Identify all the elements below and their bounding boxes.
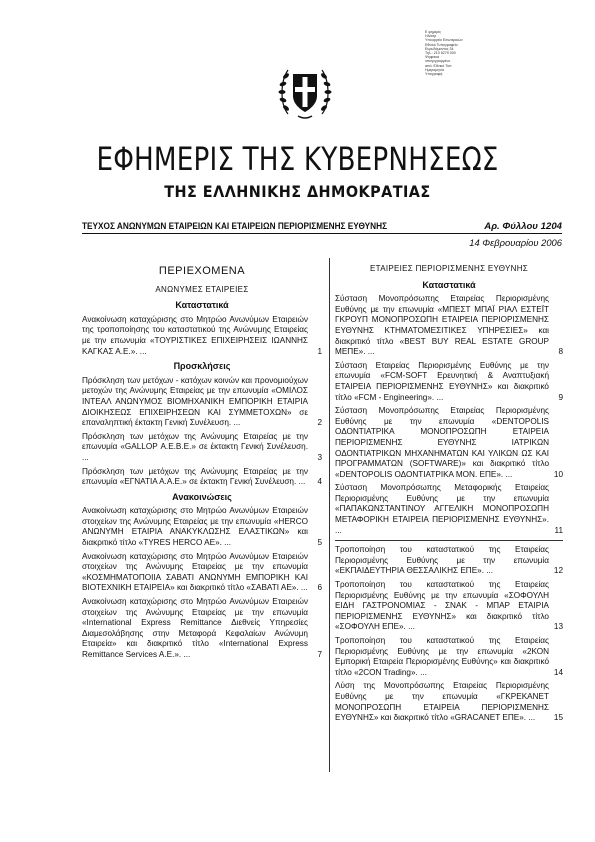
section-title: ΕΤΑΙΡΕΙΕΣ ΠΕΡΙΟΡΙΣΜΕΝΗΣ ΕΥΘΥΝΗΣ — [369, 264, 529, 273]
digital-signature-stamp — [425, 30, 485, 76]
stamp-line: Ηλέκτρ — [425, 34, 437, 39]
subsection-title: Καταστατικά — [175, 300, 229, 311]
subsection-title: Ανακοινώσεις — [172, 491, 232, 502]
contents-entry[interactable] — [82, 506, 322, 548]
contents-left-column — [82, 262, 322, 664]
entry-text: Ανακοίνωση καταχώρισης στο Μητρώο Ανωνύμων Εταιρειών στοιχείων της Ανώνυμης Εταιρείας με την επωνυμία «ΚΟΣΜΗΜΑΤΟΠΟΙΙΑ ΣΑΒΑΤΙ ΑΝΩΝΥΜΗ ΕΜΠΟΡΙΚΗ ΚΑΙ ΒΙΟΤΕΧΝΙΚΗ ΕΤΑΙΡΕΙΑ» και διακριτικό τίτλο «ΣΑΒΑΤΙ ΑΕ». ... — [82, 551, 308, 593]
stamp-line: Ψηφιακά — [425, 55, 440, 60]
entry-text: Πρόσκληση των μετόχων της Ανώνυμης Εταιρείας με την επωνυμία «ΕΓΝΑΤΙΑ Α.Α.Ε.» σε έκτακτη Γενική Συνέλευση. ... — [82, 466, 308, 487]
entry-text: Ανακοίνωση καταχώρισης στο Μητρώο Ανωνύμων Εταιρειών στοιχείων της Ανώνυμης Εταιρείας με την επωνυμία «HERCO ΑΝΩΝΥΜΗ ΕΤΑΙΡΙΑ ΑΝΑΚΥΚΛΩΣΗΣ ΕΛΑΣΤΙΚΩΝ» και διακριτικό τίτλο «TYRES HERCO AE». ... — [82, 506, 308, 548]
entry-page: 9 — [558, 392, 563, 402]
sheet-number: Αρ. Φύλλου 1204 — [484, 221, 562, 232]
issue-type: ΤΕΥΧΟΣ ΑΝΩΝΥΜΩΝ ΕΤΑΙΡΕΙΩΝ ΚΑΙ ΕΤΑΙΡΕΙΩΝ ΠΕΡΙΟΡΙΣΜΕΝΗΣ ΕΥΘΥΝΗΣ — [82, 221, 388, 232]
entry-text: Τροποποίηση του καταστατικού της Εταιρείας Περιορισμένης Ευθύνης με την επωνυμία «ΣΟΦΟΥΛΗ ΕΙΔΗ ΓΑΣΤΡΟΝΟΜΙΑΣ - ΣΝΑΚ - ΜΠΑΡ ΕΤΑΙΡΙΑ ΠΕΡΙΟΡΙΣΜΕΝΗΣ ΕΥΘΥΝΗΣ» και διακριτικό τίτλο «ΣΟΦΟΥΛΗ ΕΠΕ». ... — [335, 580, 549, 632]
entry-page: 13 — [553, 622, 563, 632]
contents-entry[interactable] — [82, 376, 322, 429]
contents-heading: ΠΕΡΙΕΧΟΜΕΝΑ — [158, 265, 246, 277]
entry-page: 7 — [317, 650, 322, 659]
entry-text: Πρόσκληση των μετόχων - κατόχων κοινών και προνομιούχων μετοχών της Ανώνυμης Εταιρείας με την επωνυμία «ΟΜΙΛΟΣ ΙΝΤΕΑΛ ΑΝΩΝΥΜΟΣ ΒΙΟΜΗΧΑΝΙΚΗ ΕΜΠΟΡΙΚΗ ΕΤΑΙΡΙΑ ΔΙΟΙΚΗΣΕΩΣ ΕΠΙΧΕΙΡΗΣΕΩΝ ΚΑΙ ΣΥΜΜΕΤΟΧΩΝ» σε επαναληπτική έκτακτη Γενική Συνέλευση. ... — [82, 375, 308, 428]
contents-right-column — [335, 262, 563, 727]
contents-entry[interactable] — [82, 315, 322, 357]
entry-text: Σύσταση Μονοπρόσωπης Μεταφορικής Εταιρείας Περιορισμένης Ευθύνης με την επωνυμία «ΠΑΠΑΚΩΝΣΤΑΝΤΙΝΟΥ ΑΓΓΕΛΙΚΗ ΜΟΝΟΠΡΟΣΩΠΗ ΜΕΤΑΦΟΡΙΚΗ ΕΤΑΙΡΕΙΑ ΠΕΡΙΟΡΙΣΜΕΝΗΣ ΕΥΘΥΝΗΣ». ... — [335, 483, 549, 535]
subsection-title: Προσκλήσεις — [173, 361, 231, 372]
contents-entry[interactable] — [335, 406, 563, 480]
entry-page: 5 — [317, 538, 322, 548]
contents-entry[interactable] — [82, 597, 322, 661]
section-title: ΑΝΩΝΥΜΕΣ ΕΤΑΙΡΕΙΕΣ — [155, 284, 249, 294]
entry-page: 8 — [558, 347, 563, 357]
entry-page: 11 — [554, 525, 563, 535]
column-divider — [329, 258, 330, 772]
entry-text: Τροποποίηση του καταστατικού της Εταιρείας Περιορισμένης Ευθύνης με την επωνυμία «2ΚΟΝ Εμπορική Εταιρεία Περιορισμένης Ευθύνης» και διακριτικό τίτλο «2CON Trading». ... — [335, 636, 549, 677]
issue-line — [82, 221, 562, 232]
stamp-line: Εθνικό Τυπογραφείο — [425, 42, 458, 47]
entry-page: 2 — [317, 418, 322, 428]
entry-text: Πρόσκληση των μετόχων της Ανώνυμης Εταιρείας με την επωνυμία «GALLOP Α.Ε.Β.Ε.» σε έκτακτη Γενική Συνέλευση. ... — [82, 431, 308, 462]
gazette-subtitle: ΤΗΣ ΕΛΛΗΝΙΚΗΣ ΔΗΜΟΚΡΑΤΙΑΣ — [164, 182, 431, 201]
subsection-title: Καταστατικά — [422, 279, 476, 290]
contents-entry[interactable] — [335, 681, 563, 723]
contents-entry[interactable] — [335, 361, 563, 403]
stamp-line: Ευρυδάμαντος 34 — [425, 46, 454, 51]
entry-text: Σύσταση Εταιρείας Περιορισμένης Ευθύνης με την επωνυμία «FCM-SOFT Ερευνητική & Αναπτυξιακή ΕΤΑΙΡΕΙΑ ΠΕΡΙΟΡΙΣΜΕΝΗΣ ΕΥΘΥΝΗΣ» και διακριτικό τίτλο «FCM - Engineering». ... — [335, 360, 549, 402]
stamp-line: Τηλ.: 210 5279 000 — [425, 51, 456, 56]
contents-entry[interactable] — [335, 483, 563, 536]
stamp-line: Υπογραφή: — [425, 72, 444, 77]
contents-entry[interactable] — [82, 467, 322, 488]
contents-entry[interactable] — [82, 552, 322, 594]
stamp-line: από: Εθνικό Τυπ — [425, 63, 452, 68]
entry-page: 10 — [553, 469, 563, 479]
section-rule — [335, 540, 563, 541]
stamp-line: υπογεγραμμένο — [425, 59, 451, 64]
entry-page: 6 — [317, 583, 322, 593]
contents-entry[interactable] — [82, 432, 322, 464]
stamp-line: Ημερομηνία — [425, 67, 445, 72]
entry-page: 1 — [317, 346, 322, 356]
entry-text: Ανακοίνωση καταχώρισης στο Μητρώο Ανωνύμων Εταιρειών στοιχείων της Ανώνυμης Εταιρείας με την επωνυμία «International Express Remittance Διεθνείς Υπηρεσίες Διαμεσολάβησης στην Μεταφορά Κεφαλαίων Ανώνυμη Εταιρεία» και διακριτικό τίτλο «International Express Remittance Services A.E.». ... — [82, 597, 308, 659]
issue-date: 14 Φεβρουαρίου 2006 — [469, 237, 562, 248]
contents-entry[interactable] — [335, 580, 563, 633]
entry-text: Ανακοίνωση καταχώρισης στο Μητρώο Ανωνύμων Εταιρειών της τροποποίησης του καταστατικού της Ανώνυμης Εταιρείας με την επωνυμία «ΤΟΥΡΙΣΤΙΚΕΣ ΕΠΙΧΕΙΡΗΣΕΙΣ ΙΩΑΝΝΗΣ ΚΑΓΚΑΣ Α.Ε.». ... — [82, 314, 308, 356]
contents-entry[interactable] — [335, 545, 563, 577]
entry-page: 4 — [317, 477, 322, 487]
contents-entry[interactable] — [335, 636, 563, 678]
entry-text: Σύσταση Μονοπρόσωπης Εταιρείας Περιορισμένης Ευθύνης με την επωνυμία «DENTOPOLIS ΟΔΟΝΤΙΑΤΡΙΚΑ ΜΟΝΟΠΡΟΣΩΠΗ ΕΤΑΙΡΕΙΑ ΠΕΡΙΟΡΙΣΜΕΝΗΣ ΕΥΘΥΝΗΣ ΙΑΤΡΙΚΩΝ ΟΔΟΝΤΙΑΤΡΙΚΩΝ ΜΗΧΑΝΗΜΑΤΩΝ ΚΑΙ ΥΛΙΚΩΝ ΩΣ ΚΑΙ ΠΡΟΓΡΑΜΜΑΤΩΝ (SOFTWARE)» και διακριτικό τίτλο «DENTOPOLIS ΟΔΟΝΤΙΑΤΡΙΚΑ ΜΟΝ. ΕΠΕ». ... — [335, 406, 549, 479]
entry-text: Λύση της Μονοπρόσωπης Εταιρείας Περιορισμένης Ευθύνης με την επωνυμία «ΓΚΡΕΚΑΝΕΤ ΜΟΝΟΠΡΟΣΩΠΗ ΕΤΑΙΡΕΙΑ ΠΕΡΙΟΡΙΣΜΕΝΗΣ ΕΥΘΥΝΗΣ» και διακριτικό τίτλο «GRACANET ΕΠΕ». ... — [335, 681, 549, 723]
entry-page: 3 — [317, 452, 322, 462]
gazette-title: ΕΦΗΜΕΡΙΣ ΤΗΣ ΚΥΒΕΡΝΗΣΕΩΣ — [96, 140, 499, 178]
entry-page: 12 — [553, 566, 563, 576]
stamp-line: Υπουργείο Εσωτερικών — [425, 38, 463, 43]
contents-entry[interactable] — [335, 294, 563, 358]
entry-page: 15 — [553, 713, 563, 723]
entry-text: Σύσταση Μονοπρόσωπης Εταιρείας Περιορισμένης Ευθύνης με την επωνυμία «ΜΠΕΣΤ ΜΠΑΪ ΡΙΑΛ ΕΣΤΕΪΤ ΓΚΡΟΥΠ ΜΟΝΟΠΡΟΣΩΠΗ ΕΤΑΙΡΕΙΑ ΠΕΡΙΟΡΙΣΜΕΝΗΣ ΕΥΘΥΝΗΣ ΚΤΗΜΑΤΟΜΕΣΙΤΙΚΕΣ ΥΠΗΡΕΣΙΕΣ» και διακριτικό τίτλο «BEST BUY REAL ESTATE GROUP ΜΕΠΕ». ... — [335, 294, 549, 357]
coat-of-arms-icon — [278, 60, 332, 122]
entry-text: Τροποποίηση του καταστατικού της Εταιρείας Περιορισμένης Ευθύνης με την επωνυμία «ΕΚΠΑΙΔΕΥΤΗΡΙΑ ΘΕΣΣΑΛΙΚΗΣ ΕΠΕ». ... — [335, 545, 549, 576]
stamp-line: Ε φημερίς — [425, 30, 441, 34]
header-rule — [82, 233, 562, 234]
entry-page: 14 — [553, 667, 563, 677]
